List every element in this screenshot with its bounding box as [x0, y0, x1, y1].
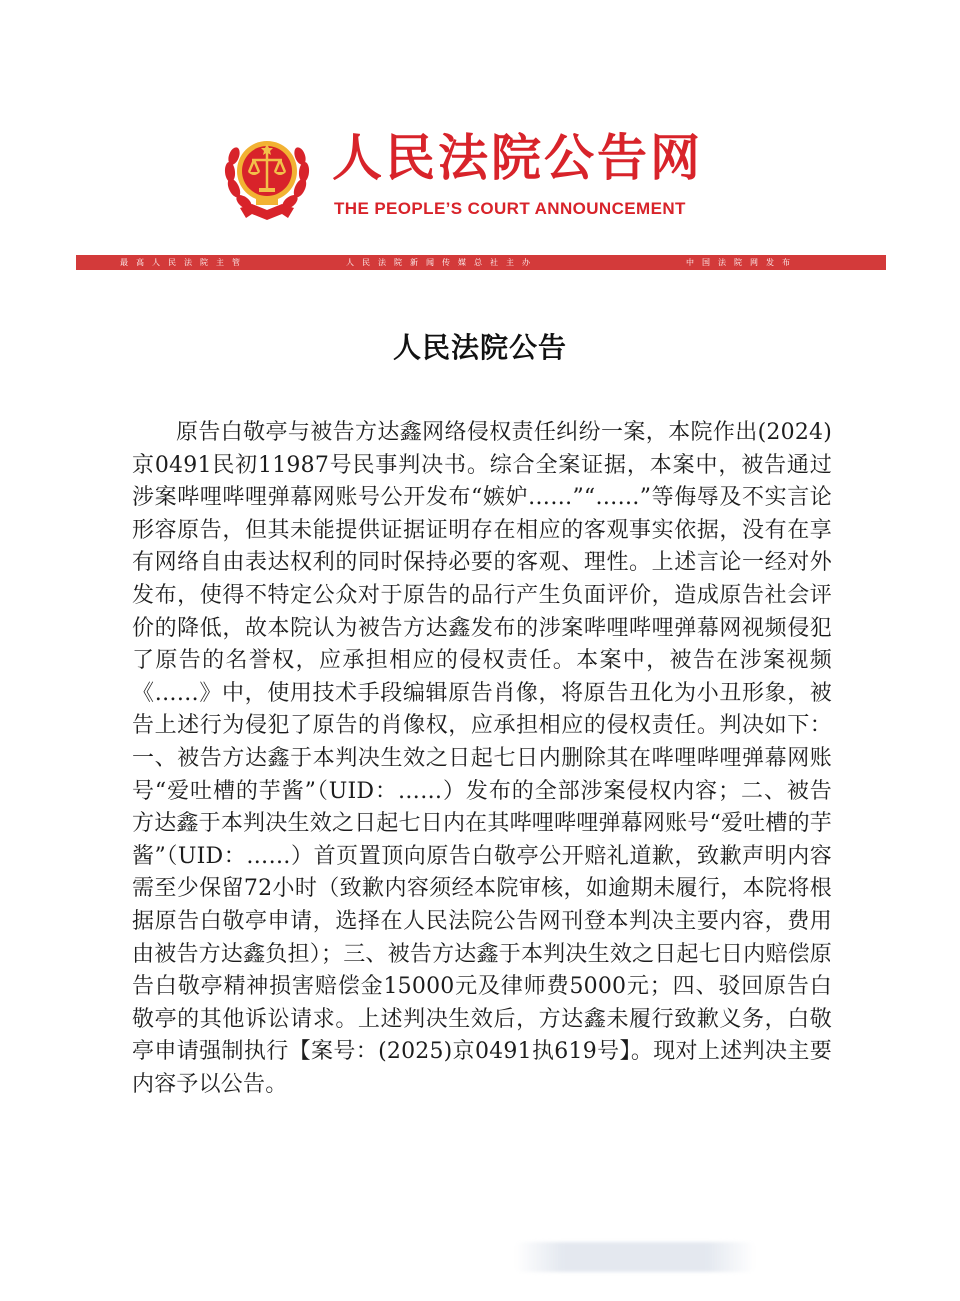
- band-supervisor: 最高人民法院主管: [120, 258, 248, 267]
- notice-title: 人民法院公告: [392, 331, 567, 364]
- band-publisher: 中国法院网发布: [686, 258, 798, 267]
- publisher-band: [76, 255, 886, 270]
- blurred-watermark: [515, 1242, 755, 1272]
- masthead: [0, 118, 960, 238]
- court-emblem-icon: [222, 126, 312, 226]
- site-title-cn: 人民法院公告网: [332, 129, 703, 187]
- notice-body: 原告白敬亭与被告方达鑫网络侵权责任纠纷一案，本院作出(2024)京0491民初11987号民事判决书。综合全案证据，本案中，被告通过涉案哔哩哔哩弹幕网账号公开发布“嫉妒……”“……”等侮辱及不实言论形容原告，但其未能提供证据证明存在相应的客观事实依据，没有在享有网络自由表达权利的同时保持必要的客观、理性。上述言论一经对外发布，使得不特定公众对于原告的品行产生负面评价，造成原告社会评价的降低，故本院认为被告方达鑫发布的涉案哔哩哔哩弹幕网视频侵犯了原告的名誉权，应承担相应的侵权责任。本案中，被告在涉案视频《……》中，使用技术手段编辑原告肖像，将原告丑化为小丑形象，被告上述行为侵犯了原告的肖像权，应承担相应的侵权责任。判决如下：一、被告方达鑫于本判决生效之日起七日内删除其在哔哩哔哩弹幕网账号“爱吐槽的芋酱”（UID：……）发布的全部涉案侵权内容；二、被告方达鑫于本判决生效之日起七日内在其哔哩哔哩弹幕网账号“爱吐槽的芋酱”（UID：……）首页置顶向原告白敬亭公开赔礼道歉，致歉声明内容需至少保留72小时（致歉内容须经本院审核，如逾期未履行，本院将根据原告白敬亭申请，选择在人民法院公告网刊登本判决主要内容，费用由被告方达鑫负担）；三、被告方达鑫于本判决生效之日起七日内赔偿原告白敬亭精神损害赔偿金15000元及律师费5000元；四、驳回原告白敬亭的其他诉讼请求。上述判决生效后，方达鑫未履行致歉义务，白敬亭申请强制执行【案号：(2025)京0491执619号】。现对上述判决主要内容予以公告。: [132, 420, 832, 1097]
- site-title-en: THE PEOPLE’S COURT ANNOUNCEMENT: [334, 199, 686, 218]
- band-sponsor: 人民法院新闻传媒总社主办: [346, 258, 538, 267]
